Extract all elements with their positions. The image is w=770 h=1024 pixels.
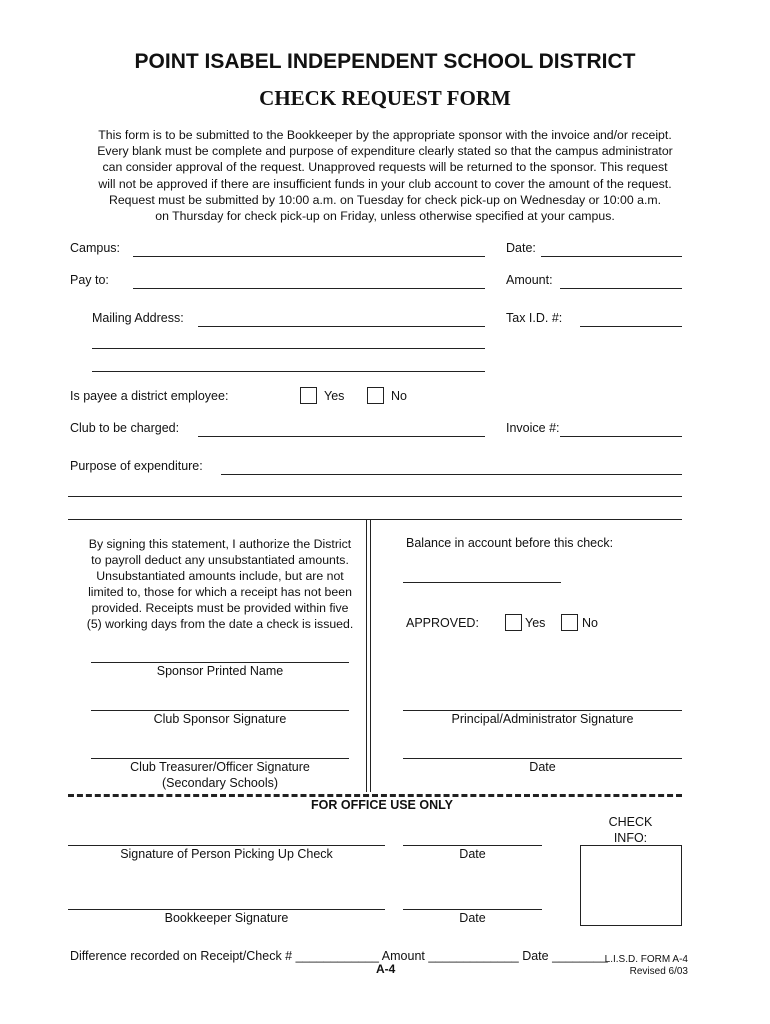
campus-field[interactable] <box>133 256 485 257</box>
check-info-label: CHECK <box>608 815 653 829</box>
instruction-line: can consider approval of the request. Unapproved requests will be returned to the sponsor. This request <box>102 160 668 175</box>
sponsor-printed-name-field[interactable] <box>91 662 349 663</box>
check-info-label-2: INFO: <box>613 831 648 845</box>
authorization-line: limited to, those for which a receipt has not been <box>88 585 352 599</box>
approved-no-label: No <box>582 616 598 630</box>
instruction-line: will not be approved if there are insufficient funds in your club account to cover the amount of the request. <box>98 176 672 191</box>
form-code: L.I.S.D. FORM A-4 <box>604 954 688 965</box>
check-info-box[interactable] <box>580 845 682 926</box>
instruction-line: on Thursday for check pick-up on Friday, unless otherwise specified at your campus. <box>155 209 615 224</box>
picker-date-label: Date <box>459 847 486 861</box>
balance-label: Balance in account before this check: <box>406 536 614 550</box>
authorization-statement <box>70 536 370 632</box>
instructions <box>0 127 770 224</box>
treasurer-signature-label: Club Treasurer/Officer Signature <box>130 760 310 774</box>
club-sponsor-signature-field[interactable] <box>91 710 349 711</box>
purpose-line-3[interactable] <box>68 519 682 520</box>
bookkeeper-date-label: Date <box>459 911 486 925</box>
purpose-field[interactable] <box>221 474 682 475</box>
authorization-line: By signing this statement, I authorize the District <box>88 537 352 551</box>
form-title: CHECK REQUEST FORM <box>259 86 511 110</box>
page-number: A-4 <box>376 962 396 976</box>
mailing-address-line-3[interactable] <box>92 371 485 372</box>
instruction-line: Every blank must be complete and purpose of expenditure clearly stated so that the campus administrator <box>97 144 673 159</box>
date-label: Date: <box>506 241 536 255</box>
club-charged-label: Club to be charged: <box>70 421 180 435</box>
employee-no-label: No <box>391 389 407 403</box>
picker-signature-field[interactable] <box>68 845 385 846</box>
purpose-label: Purpose of expenditure: <box>70 459 203 473</box>
amount-field[interactable] <box>560 288 682 289</box>
picker-date-field[interactable] <box>403 845 542 846</box>
authorization-line: provided. Receipts must be provided within five <box>91 601 349 615</box>
pay-to-label: Pay to: <box>70 273 109 287</box>
authorization-line: to payroll deduct any unsubstantiated amounts. <box>91 553 349 567</box>
principal-signature-field[interactable] <box>403 710 682 711</box>
bookkeeper-date-field[interactable] <box>403 909 542 910</box>
section-divider-inner <box>370 519 371 792</box>
principal-signature-label: Principal/Administrator Signature <box>451 712 634 726</box>
difference-recorded-line[interactable]: Difference recorded on Receipt/Check # ____________ Amount _____________ Date ________ <box>70 949 608 963</box>
district-name: POINT ISABEL INDEPENDENT SCHOOL DISTRICT <box>134 50 636 73</box>
club-charged-field[interactable] <box>198 436 485 437</box>
purpose-line-2[interactable] <box>68 496 682 497</box>
approved-no-checkbox[interactable] <box>561 614 578 631</box>
employee-no-checkbox[interactable] <box>367 387 384 404</box>
bookkeeper-signature-label: Bookkeeper Signature <box>164 911 289 925</box>
invoice-label: Invoice #: <box>506 421 560 435</box>
mailing-address-line-2[interactable] <box>92 348 485 349</box>
approved-label: APPROVED: <box>406 616 479 630</box>
campus-label: Campus: <box>70 241 121 255</box>
instruction-line: Request must be submitted by 10:00 a.m. on Tuesday for check pick-up on Wednesday or 10:00 a.m. <box>108 192 662 207</box>
treasurer-signature-field[interactable] <box>91 758 349 759</box>
employee-yes-label: Yes <box>324 389 345 403</box>
sponsor-printed-name-label: Sponsor Printed Name <box>156 664 284 678</box>
approved-yes-checkbox[interactable] <box>505 614 522 631</box>
tax-id-field[interactable] <box>580 326 682 327</box>
office-use-heading: FOR OFFICE USE ONLY <box>311 798 453 812</box>
amount-label: Amount: <box>506 273 553 287</box>
pay-to-field[interactable] <box>133 288 485 289</box>
instruction-line: This form is to be submitted to the Bookkeeper by the appropriate sponsor with the invoice and/or receipt. <box>98 128 672 142</box>
invoice-field[interactable] <box>560 436 682 437</box>
employee-yes-checkbox[interactable] <box>300 387 317 404</box>
bookkeeper-signature-field[interactable] <box>68 909 385 910</box>
balance-field[interactable] <box>403 582 561 583</box>
date-field[interactable] <box>541 256 682 257</box>
revised-date: Revised 6/03 <box>629 966 688 977</box>
mailing-address-label: Mailing Address: <box>92 311 184 325</box>
picker-signature-label: Signature of Person Picking Up Check <box>120 847 333 861</box>
payee-employee-label: Is payee a district employee: <box>70 389 229 403</box>
secondary-schools-label: (Secondary Schools) <box>161 776 279 790</box>
club-sponsor-signature-label: Club Sponsor Signature <box>153 712 287 726</box>
authorization-line: (5) working days from the date a check is issued. <box>86 617 354 631</box>
signature-date-field[interactable] <box>403 758 682 759</box>
authorization-line: Unsubstantiated amounts include, but are not <box>96 569 344 583</box>
mailing-address-field[interactable] <box>198 326 485 327</box>
office-use-separator <box>68 794 682 797</box>
signature-date-label: Date <box>529 760 556 774</box>
tax-id-label: Tax I.D. #: <box>506 311 563 325</box>
approved-yes-label: Yes <box>525 616 546 630</box>
